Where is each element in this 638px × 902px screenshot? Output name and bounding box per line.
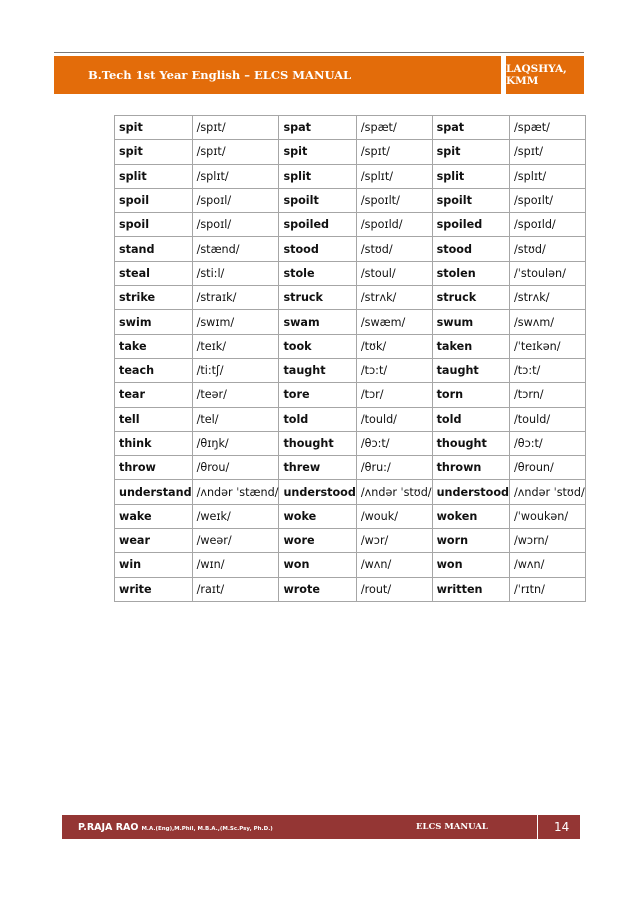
page-header [54, 56, 584, 94]
base-form-cell: spoil [115, 188, 193, 212]
base-pron-cell: /straɪk/ [192, 286, 279, 310]
participle-form-cell: torn [432, 383, 509, 407]
participle-pron-cell: /spɪt/ [510, 140, 586, 164]
verb-forms-table-body [115, 116, 586, 602]
base-form-cell: throw [115, 456, 193, 480]
past-pron-cell: /rout/ [356, 577, 432, 601]
base-pron-cell: /stænd/ [192, 237, 279, 261]
header-institution: LAQSHYA, KMM [506, 63, 567, 87]
past-pron-cell: /tɔ:t/ [356, 358, 432, 382]
participle-pron-cell: /spoɪld/ [510, 213, 586, 237]
past-form-cell: wore [279, 529, 356, 553]
header-institution-block [506, 56, 584, 94]
past-pron-cell: /spoɪlt/ [356, 188, 432, 212]
past-pron-cell: /tʊk/ [356, 334, 432, 358]
participle-pron-cell: /tɔ:t/ [510, 358, 586, 382]
participle-pron-cell: /tɔrn/ [510, 383, 586, 407]
participle-pron-cell: /splɪt/ [510, 164, 586, 188]
past-pron-cell: /ʌndər ˈstʊd/ [356, 480, 432, 504]
base-form-cell: swim [115, 310, 193, 334]
footer-qualifications: M.A.(Eng),M.Phil, M.B.A.,(M.Sc.Psy, Ph.D.) [141, 825, 273, 832]
table-row [115, 213, 586, 237]
table-row [115, 310, 586, 334]
past-pron-cell: /wʌn/ [356, 553, 432, 577]
past-pron-cell: /spoɪld/ [356, 213, 432, 237]
base-pron-cell: /swɪm/ [192, 310, 279, 334]
base-form-cell: think [115, 431, 193, 455]
table-row [115, 383, 586, 407]
participle-form-cell: struck [432, 286, 509, 310]
participle-form-cell: taken [432, 334, 509, 358]
table-row [115, 358, 586, 382]
base-pron-cell: /spoɪl/ [192, 188, 279, 212]
past-form-cell: took [279, 334, 356, 358]
participle-pron-cell: /ˈwoukən/ [510, 504, 586, 528]
page-footer [62, 815, 580, 839]
participle-form-cell: woken [432, 504, 509, 528]
past-form-cell: told [279, 407, 356, 431]
base-form-cell: tear [115, 383, 193, 407]
footer-manual-label: ELCS MANUAL [416, 822, 488, 832]
past-form-cell: spoiled [279, 213, 356, 237]
past-form-cell: wrote [279, 577, 356, 601]
base-form-cell: understand [115, 480, 193, 504]
base-pron-cell: /spɪt/ [192, 116, 279, 140]
base-form-cell: win [115, 553, 193, 577]
participle-form-cell: spoiled [432, 213, 509, 237]
table-row [115, 334, 586, 358]
participle-form-cell: written [432, 577, 509, 601]
past-pron-cell: /stoul/ [356, 261, 432, 285]
table-row [115, 577, 586, 601]
participle-pron-cell: /wɔrn/ [510, 529, 586, 553]
past-pron-cell: /splɪt/ [356, 164, 432, 188]
base-pron-cell: /spoɪl/ [192, 213, 279, 237]
past-pron-cell: /spæt/ [356, 116, 432, 140]
table-row [115, 553, 586, 577]
base-pron-cell: /ti:tʃ/ [192, 358, 279, 382]
participle-form-cell: spoilt [432, 188, 509, 212]
table-row [115, 261, 586, 285]
base-pron-cell: /θɪŋk/ [192, 431, 279, 455]
past-form-cell: spoilt [279, 188, 356, 212]
participle-pron-cell: /ˈstoulən/ [510, 261, 586, 285]
base-pron-cell: /sti:l/ [192, 261, 279, 285]
participle-form-cell: swum [432, 310, 509, 334]
participle-pron-cell: /spoɪlt/ [510, 188, 586, 212]
participle-form-cell: spit [432, 140, 509, 164]
base-pron-cell: /raɪt/ [192, 577, 279, 601]
participle-pron-cell: /stʊd/ [510, 237, 586, 261]
participle-pron-cell: /θroun/ [510, 456, 586, 480]
past-form-cell: spat [279, 116, 356, 140]
base-form-cell: split [115, 164, 193, 188]
past-form-cell: split [279, 164, 356, 188]
base-pron-cell: /weɪk/ [192, 504, 279, 528]
participle-form-cell: told [432, 407, 509, 431]
participle-form-cell: worn [432, 529, 509, 553]
table-row [115, 529, 586, 553]
base-pron-cell: /weər/ [192, 529, 279, 553]
base-form-cell: strike [115, 286, 193, 310]
participle-form-cell: spat [432, 116, 509, 140]
base-form-cell: wake [115, 504, 193, 528]
base-form-cell: teach [115, 358, 193, 382]
table-row [115, 188, 586, 212]
past-form-cell: woke [279, 504, 356, 528]
past-pron-cell: /θɔ:t/ [356, 431, 432, 455]
verb-forms-table [114, 115, 586, 602]
table-row [115, 407, 586, 431]
past-form-cell: struck [279, 286, 356, 310]
participle-form-cell: split [432, 164, 509, 188]
participle-pron-cell: /ˈteɪkən/ [510, 334, 586, 358]
base-pron-cell: /ʌndər ˈstænd/ [192, 480, 279, 504]
base-form-cell: spoil [115, 213, 193, 237]
base-pron-cell: /tel/ [192, 407, 279, 431]
base-pron-cell: /teər/ [192, 383, 279, 407]
past-form-cell: taught [279, 358, 356, 382]
participle-pron-cell: /ʌndər ˈstʊd/ [510, 480, 586, 504]
table-row [115, 164, 586, 188]
participle-pron-cell: /ˈrɪtn/ [510, 577, 586, 601]
base-form-cell: spit [115, 116, 193, 140]
participle-pron-cell: /wʌn/ [510, 553, 586, 577]
participle-form-cell: understood [432, 480, 509, 504]
footer-author: P.RAJA RAO [78, 821, 139, 833]
past-form-cell: stood [279, 237, 356, 261]
base-form-cell: stand [115, 237, 193, 261]
participle-form-cell: thrown [432, 456, 509, 480]
table-row [115, 456, 586, 480]
header-top-rule [54, 52, 584, 53]
table-row [115, 140, 586, 164]
participle-form-cell: won [432, 553, 509, 577]
table-row [115, 237, 586, 261]
past-pron-cell: /wɔr/ [356, 529, 432, 553]
past-form-cell: swam [279, 310, 356, 334]
participle-form-cell: stolen [432, 261, 509, 285]
participle-pron-cell: /swʌm/ [510, 310, 586, 334]
past-form-cell: stole [279, 261, 356, 285]
table-row [115, 431, 586, 455]
past-pron-cell: /strʌk/ [356, 286, 432, 310]
past-form-cell: thought [279, 431, 356, 455]
page-number: 14 [554, 820, 570, 834]
table-row [115, 286, 586, 310]
table-row [115, 116, 586, 140]
past-pron-cell: /wouk/ [356, 504, 432, 528]
base-form-cell: tell [115, 407, 193, 431]
base-form-cell: take [115, 334, 193, 358]
header-title-block [54, 56, 501, 94]
past-pron-cell: /spɪt/ [356, 140, 432, 164]
past-pron-cell: /tould/ [356, 407, 432, 431]
participle-form-cell: stood [432, 237, 509, 261]
base-form-cell: steal [115, 261, 193, 285]
past-form-cell: spit [279, 140, 356, 164]
participle-pron-cell: /spæt/ [510, 116, 586, 140]
participle-pron-cell: /θɔ:t/ [510, 431, 586, 455]
past-pron-cell: /tɔr/ [356, 383, 432, 407]
past-form-cell: understood [279, 480, 356, 504]
base-form-cell: wear [115, 529, 193, 553]
base-pron-cell: /wɪn/ [192, 553, 279, 577]
past-form-cell: threw [279, 456, 356, 480]
past-pron-cell: /stʊd/ [356, 237, 432, 261]
table-row [115, 504, 586, 528]
header-title: B.Tech 1st Year English – ELCS MANUAL [88, 68, 352, 82]
table-row [115, 480, 586, 504]
participle-form-cell: taught [432, 358, 509, 382]
participle-form-cell: thought [432, 431, 509, 455]
participle-pron-cell: /tould/ [510, 407, 586, 431]
base-pron-cell: /teɪk/ [192, 334, 279, 358]
footer-author-block [62, 822, 273, 833]
participle-pron-cell: /strʌk/ [510, 286, 586, 310]
footer-divider [537, 815, 538, 839]
base-pron-cell: /splɪt/ [192, 164, 279, 188]
past-form-cell: tore [279, 383, 356, 407]
base-form-cell: spit [115, 140, 193, 164]
base-pron-cell: /θrou/ [192, 456, 279, 480]
base-pron-cell: /spɪt/ [192, 140, 279, 164]
past-form-cell: won [279, 553, 356, 577]
base-form-cell: write [115, 577, 193, 601]
past-pron-cell: /swæm/ [356, 310, 432, 334]
past-pron-cell: /θru:/ [356, 456, 432, 480]
